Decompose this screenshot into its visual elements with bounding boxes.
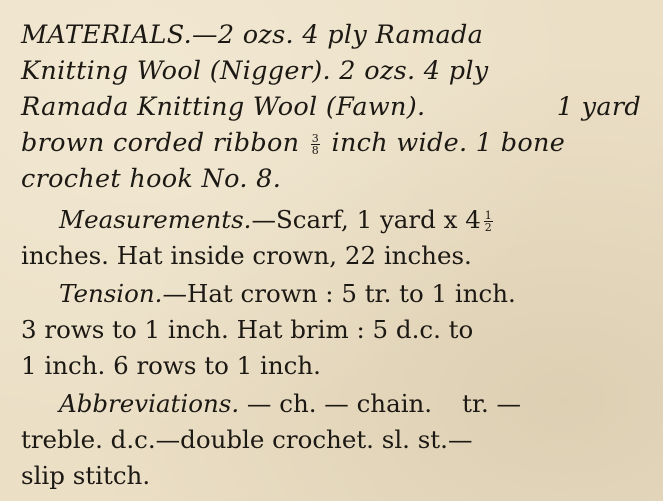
measurements-line-2: inches. Hat inside crown, 22 inches. [21,241,472,270]
abbreviations-line-3: slip stitch. [21,461,151,490]
measurements-text: —Scarf, 1 yard x 4 [251,205,481,234]
materials-text: inch wide. 1 bone [331,128,566,158]
abbreviations-heading: Abbreviations. [59,389,240,418]
materials-line-4 [21,125,663,161]
abbreviations-line-2: treble. d.c.—double crochet. sl. st.— [21,425,473,454]
materials-line-5 [21,161,663,197]
abbreviations-paragraph [21,386,663,494]
tension-text: —Hat crown : 5 tr. to 1 inch. [162,279,516,308]
materials-text: Knitting Wool (Nigger). 2 ozs. 4 ply [21,56,489,86]
tension-heading: Tension. [59,279,163,308]
fraction-numerator: 3 [311,131,320,145]
materials-line-1 [21,17,643,53]
tension-line-3: 1 inch. 6 rows to 1 inch. [21,351,321,380]
materials-text: brown corded ribbon [21,128,300,158]
abbreviations-text: tr. — [462,389,522,418]
tension-line-1 [21,276,663,312]
materials-text: crochet hook No. 8. [21,164,282,194]
fraction-numerator: 1 [484,209,492,222]
tension-line-2: 3 rows to 1 inch. Hat brim : 5 d.c. to [21,315,474,344]
abbreviations-line-1 [21,386,663,422]
measurements-heading: Measurements. [59,205,252,234]
materials-paragraph [21,17,663,197]
materials-text: 1 yard [556,92,641,122]
abbreviations-text: — ch. — chain. [239,389,433,418]
fraction-one-half [484,210,493,233]
fraction-denominator: 2 [484,221,492,234]
materials-text: MATERIALS.—2 ozs. 4 ply Ramada [21,20,484,50]
materials-line-3 [21,89,643,125]
materials-text: Ramada Knitting Wool (Fawn). [21,92,426,122]
tension-paragraph [21,276,663,384]
measurements-paragraph [21,202,663,274]
fraction-three-eighths [311,133,320,156]
measurements-line-1 [21,202,663,238]
materials-line-2 [21,53,643,89]
fraction-denominator: 8 [311,143,320,157]
